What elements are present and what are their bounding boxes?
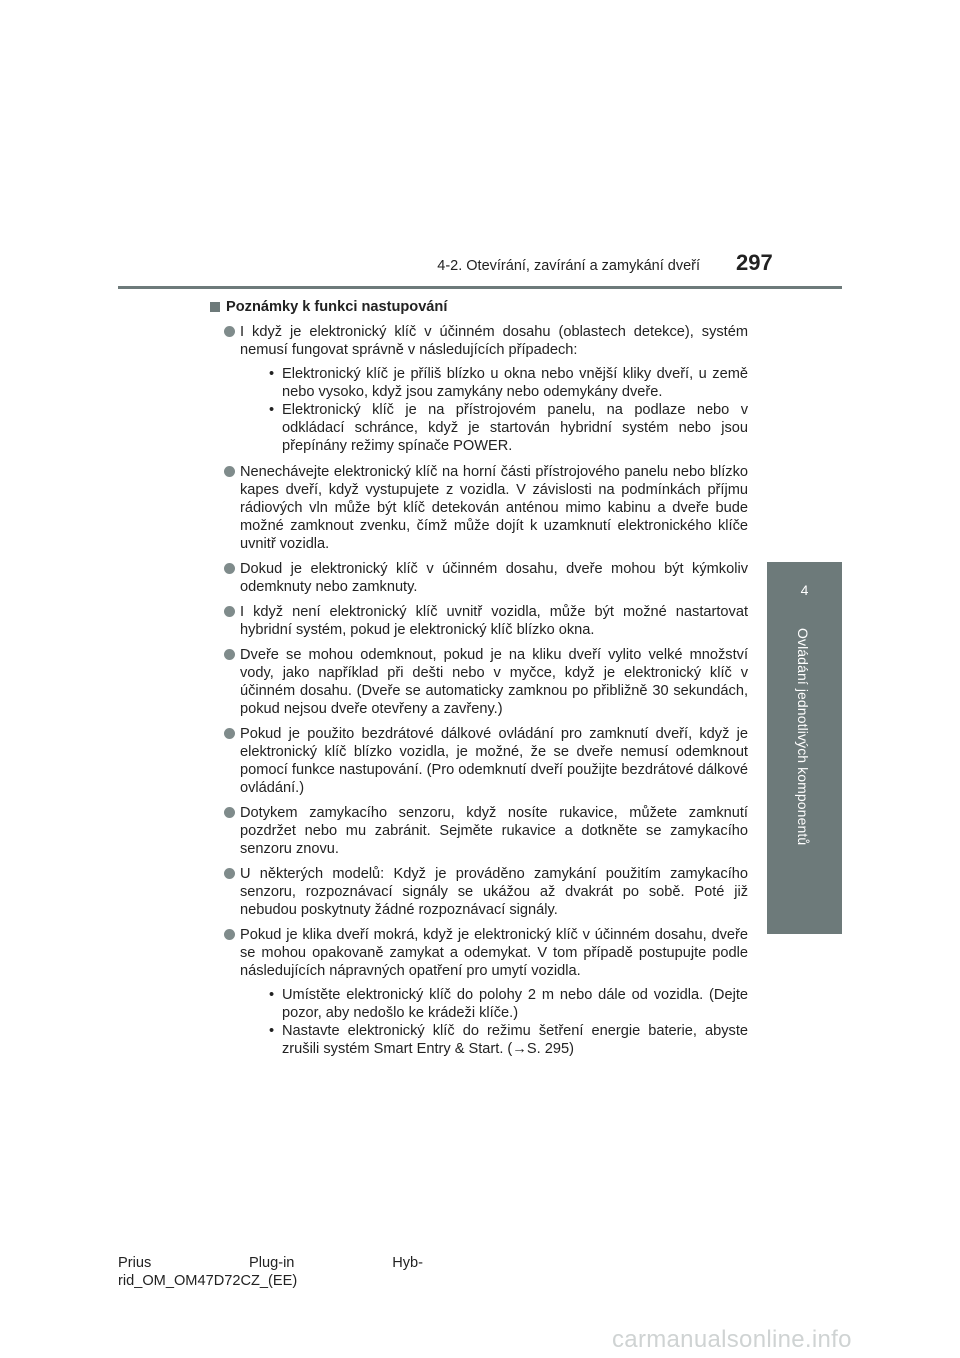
main-content	[210, 298, 748, 1066]
list-item	[210, 603, 748, 639]
list-item-text: U některých modelů: Když je prováděno zamykání použitím zamykacího senzoru, rozpoznávací signály se ukážou až dvakrát po sobě. Poté již nebudou poskytnuty žádné rozpoznávací signály.	[240, 866, 748, 918]
list-item-text: Nenechávejte elektronický klíč na horní části přístrojového panelu nebo blízko kapes dveří, když vystupujete z vozidla. V závislosti na podmínkách příjmu rádiových vln může být klíč detekován anténou mimo kabinu a dveře bude možné zamknout zvenku, čímž může dojít k uzamknutí elektronického klíče uvnitř vozidla.	[240, 464, 748, 552]
sub-list-item-text: Elektronický klíč je na přístrojovém panelu, na podlaze nebo v odkládací schránce, když je startován hybridní systém nebo jsou přepínány režimy spínače POWER.	[282, 402, 748, 454]
sub-list	[240, 365, 748, 455]
watermark: carmanualsonline.info	[612, 1326, 852, 1353]
sub-list-item	[240, 365, 748, 401]
list-item-text: I když je elektronický klíč v účinném dosahu (oblastech detekce), systém nemusí fungovat správně v následujících případech:	[240, 324, 748, 358]
chapter-tab[interactable]	[767, 562, 842, 934]
list-item	[210, 926, 748, 1058]
list-item	[210, 463, 748, 553]
sub-list	[240, 986, 748, 1058]
footer-line-1	[118, 1254, 423, 1272]
section-title-text: Poznámky k funkci nastupování	[226, 299, 448, 315]
list-item-text: Dokud je elektronický klíč v účinném dosahu, dveře mohou být kýmkoliv odemknuty nebo zamknuty.	[240, 561, 748, 595]
list-item-text: I když není elektronický klíč uvnitř vozidla, může být možné nastartovat hybridní systém, pokud je elektronický klíč blízko okna.	[240, 604, 748, 638]
footer-line-2: rid_OM_OM47D72CZ_(EE)	[118, 1273, 298, 1289]
circle-bullet-icon	[224, 606, 235, 617]
sub-list-item-text: Nastavte elektronický klíč do režimu šetření energie baterie, abyste zrušili systém Smart Entry & Start. (→S. 295)	[282, 1023, 748, 1057]
small-dot-icon: •	[269, 402, 275, 418]
circle-bullet-icon	[224, 466, 235, 477]
list-item	[210, 560, 748, 596]
circle-bullet-icon	[224, 807, 235, 818]
small-dot-icon: •	[269, 1023, 275, 1039]
list-item	[210, 725, 748, 797]
list-item	[210, 646, 748, 718]
list-item-text: Pokud je klika dveří mokrá, když je elektronický klíč v účinném dosahu, dveře se mohou opakovaně zamykat a odemykat. V tom případě postupujte podle následujících nápravných opatření pro umytí vozidla.	[240, 927, 748, 979]
list-item	[210, 323, 748, 455]
list-item-text: Dveře se mohou odemknout, pokud je na kliku dveří vylito velké množství vody, jako například při dešti nebo v myčce, když je elektronický klíč v účinném dosahu. (Dveře se automaticky zamknou po přibližně 30 sekundách, pokud nejsou dveře otevřeny a zavřeny.)	[240, 647, 748, 717]
circle-bullet-icon	[224, 929, 235, 940]
list-item	[210, 865, 748, 919]
circle-bullet-icon	[224, 563, 235, 574]
footer-word: Plug-in	[249, 1255, 295, 1271]
small-dot-icon: •	[269, 987, 275, 1003]
circle-bullet-icon	[224, 326, 235, 337]
page-number: 297	[736, 250, 773, 275]
footer-model-code	[118, 1254, 438, 1290]
header-divider	[118, 286, 842, 289]
small-dot-icon: •	[269, 366, 275, 382]
sub-list-item	[240, 986, 748, 1022]
list-item-text: Dotykem zamykacího senzoru, když nosíte rukavice, můžete zamknutí pozdržet nebo mu zabránit. Sejměte rukavice a dotkněte se zamykacího senzoru znovu.	[240, 805, 748, 857]
footer-word: Hyb-	[392, 1255, 423, 1271]
sub-list-item-text: Umístěte elektronický klíč do polohy 2 m nebo dále od vozidla. (Dejte pozor, aby nedošlo ke krádeži klíče.)	[282, 987, 748, 1021]
sub-list-item	[240, 1022, 748, 1058]
list-item-text: Pokud je použito bezdrátové dálkové ovládání pro zamknutí dveří, když je elektronický klíč blízko vozidla, je možné, že se dveře nemusí odemknout pomocí funkce nastupování. (Pro odemknutí dveří použijte bezdrátové dálkové ovládání.)	[240, 726, 748, 796]
section-title	[210, 298, 748, 316]
sub-list-item-text: Elektronický klíč je příliš blízko u okna nebo vnější kliky dveří, u země nebo vysoko, když jsou zamykány nebo odemykány dveře.	[282, 366, 748, 400]
footer-word: Prius	[118, 1255, 152, 1271]
circle-bullet-icon	[224, 728, 235, 739]
list-item	[210, 804, 748, 858]
chapter-number: 4	[800, 582, 809, 598]
chapter-label: Ovládání jednotlivých komponentů	[795, 628, 811, 846]
section-heading: 4-2. Otevírání, zavírání a zamykání dveří	[437, 258, 700, 274]
square-bullet-icon	[210, 302, 220, 312]
circle-bullet-icon	[224, 649, 235, 660]
sub-list-item	[240, 401, 748, 455]
circle-bullet-icon	[224, 868, 235, 879]
